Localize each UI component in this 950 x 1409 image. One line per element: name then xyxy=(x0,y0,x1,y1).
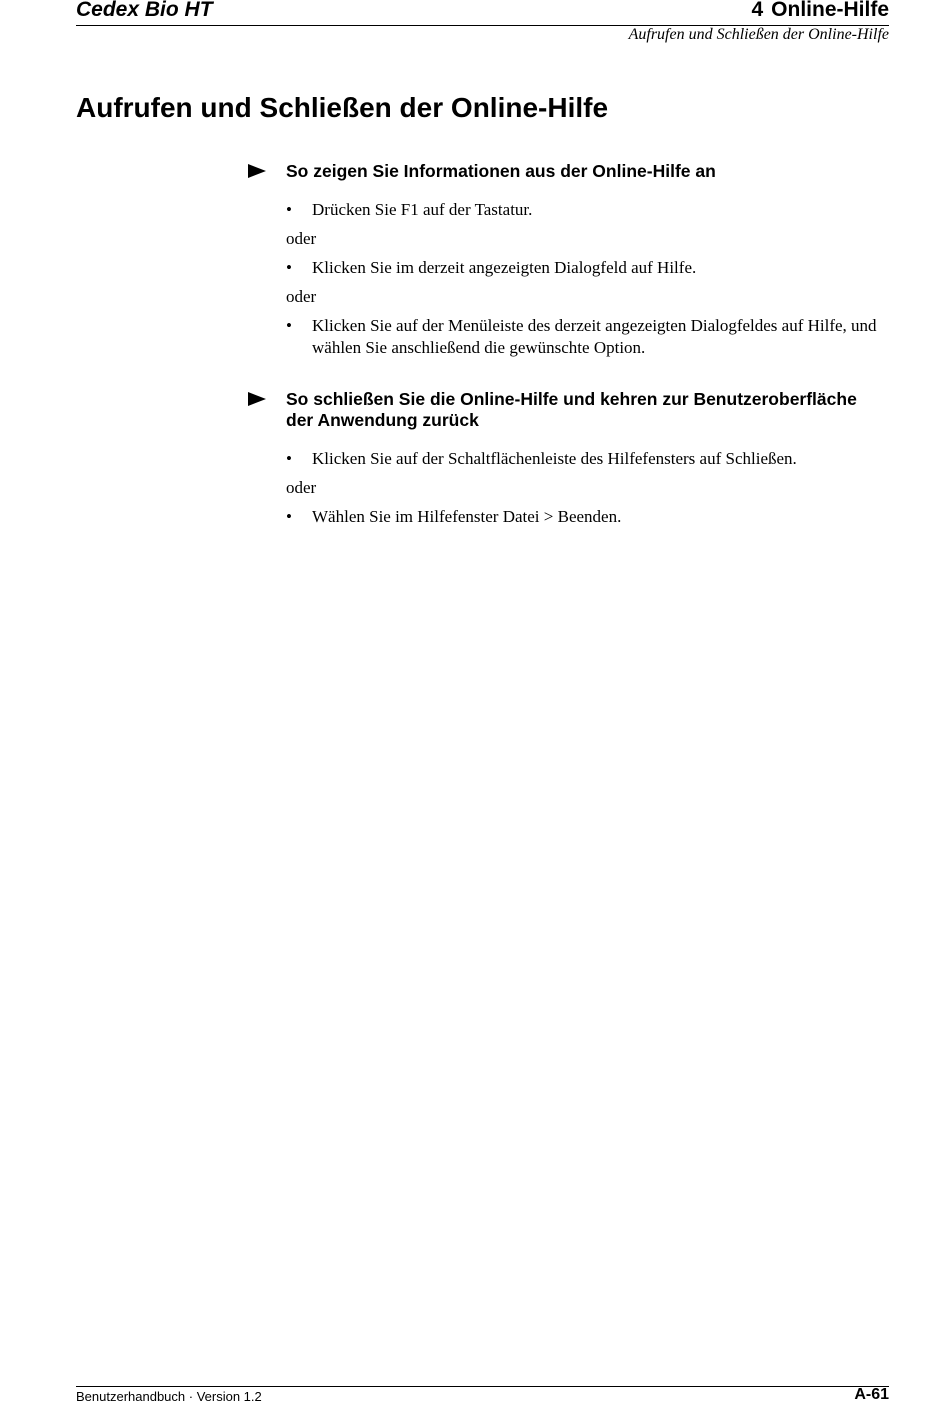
footer-manual-version: Benutzerhandbuch · Version 1.2 xyxy=(76,1389,262,1404)
list-item xyxy=(286,448,896,470)
list-item xyxy=(286,199,896,221)
procedure-heading-text: So schließen Sie die Online-Hilfe und kehren zur Benutzeroberfläche der Anwendung zurück xyxy=(286,389,857,430)
list-item xyxy=(286,315,896,359)
separator-text: oder xyxy=(286,229,317,248)
section-subtitle: Aufrufen und Schließen der Online-Hilfe xyxy=(628,26,889,43)
list-item-text: Wählen Sie im Hilfefenster Datei > Beenden. xyxy=(312,507,622,526)
list-item-text: Klicken Sie im derzeit angezeigten Dialogfeld auf Hilfe. xyxy=(312,258,697,277)
bullet-icon: • xyxy=(286,507,292,526)
bullet-icon: • xyxy=(286,316,292,335)
bullet-icon: • xyxy=(286,200,292,219)
arrow-right-icon xyxy=(248,164,266,178)
procedure-heading xyxy=(248,161,888,182)
page-title: Aufrufen und Schließen der Online-Hilfe xyxy=(76,92,609,123)
document-title: Cedex Bio HT xyxy=(76,0,213,21)
list-item-text: Klicken Sie auf der Schaltflächenleiste des Hilfefensters auf Schließen. xyxy=(312,449,797,468)
bullet-icon: • xyxy=(286,449,292,468)
bullet-icon: • xyxy=(286,258,292,277)
list-item-text: Klicken Sie auf der Menüleiste des derzeit angezeigten Dialogfeldes auf Hilfe, und wählen Sie anschließend die gewünschte Option. xyxy=(312,316,877,357)
procedure-heading xyxy=(248,389,888,431)
arrow-right-icon xyxy=(248,392,266,406)
chapter-title: Online-Hilfe xyxy=(771,0,889,21)
page-number: A-61 xyxy=(854,1386,889,1403)
list-item xyxy=(286,257,896,279)
footer-rule xyxy=(76,1386,889,1387)
chapter-heading xyxy=(751,0,889,22)
separator-text: oder xyxy=(286,478,317,497)
separator-text: oder xyxy=(286,287,317,306)
list-item xyxy=(286,506,896,528)
chapter-number: 4 xyxy=(751,0,764,21)
procedure-heading-text: So zeigen Sie Informationen aus der Online-Hilfe an xyxy=(286,161,716,181)
list-item-text: Drücken Sie F1 auf der Tastatur. xyxy=(312,200,533,219)
